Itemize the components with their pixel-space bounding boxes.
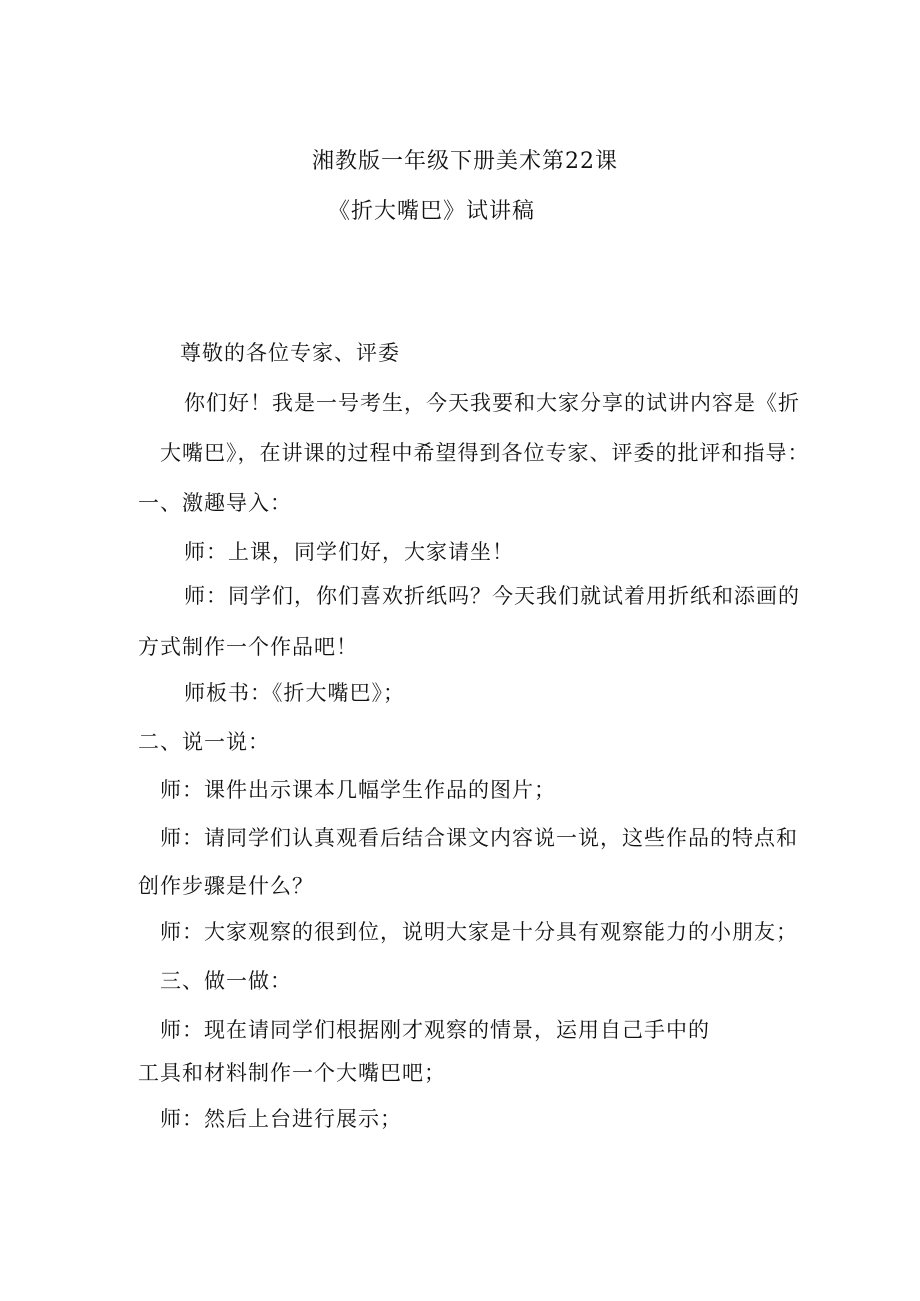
paragraph-line: 师板书：《折大嘴巴》；: [184, 681, 405, 705]
section-heading: 二、说一说：: [138, 730, 270, 754]
paragraph-line: 工具和材料制作一个大嘴巴吧；: [138, 1061, 446, 1085]
paragraph-line: 师：上课，同学们好，大家请坐！: [184, 540, 514, 564]
paragraph-line: 师：现在请同学们根据刚才观察的情景，运用自己手中的: [160, 1018, 710, 1042]
paragraph-line: 师：课件出示课本几幅学生作品的图片；: [160, 778, 556, 802]
section-heading: 三、做一做：: [160, 969, 292, 993]
document-title: 湘教版一年级下册美术第22课: [312, 149, 618, 174]
section-heading: 一、激趣导入：: [138, 491, 292, 515]
paragraph-line: 师：然后上台进行展示；: [160, 1107, 402, 1131]
paragraph-line: 师：大家观察的很到位，说明大家是十分具有观察能力的小朋友；: [160, 920, 798, 944]
paragraph-line: 师：请同学们认真观看后结合课文内容说一说，这些作品的特点和: [160, 826, 798, 850]
paragraph-line: 你们好！我是一号考生，今天我要和大家分享的试讲内容是《折: [184, 391, 800, 415]
document-subtitle: 《折大嘴巴》试讲稿: [328, 199, 536, 224]
paragraph-line: 创作步骤是什么？: [138, 874, 314, 898]
salutation: 尊敬的各位专家、评委: [180, 341, 400, 365]
paragraph-line: 方式制作一个作品吧！: [138, 635, 358, 659]
paragraph-line: 大嘴巴》，在讲课的过程中希望得到各位专家、评委的批评和指导：: [160, 441, 810, 465]
paragraph-line: 师：同学们，你们喜欢折纸吗？今天我们就试着用折纸和添画的: [184, 584, 800, 608]
